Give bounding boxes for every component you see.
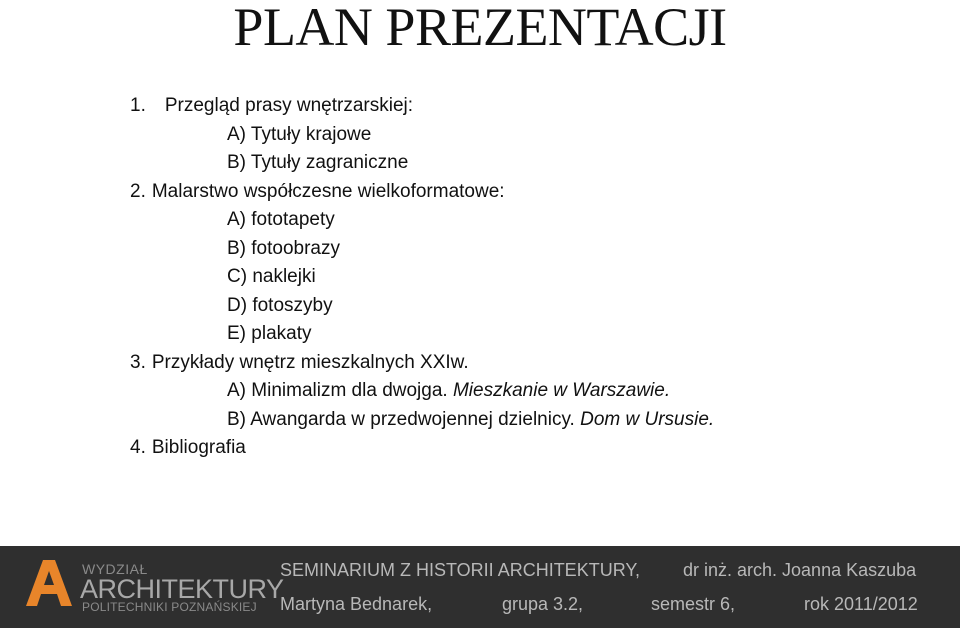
outline-text: A) fototapety: [227, 209, 335, 230]
outline-text: E) plakaty: [227, 323, 312, 344]
outline-italic-text: Dom w Ursusie.: [580, 409, 715, 430]
outline-text: B) Tytuły zagraniczne: [227, 152, 409, 173]
outline-subitem-2e: [227, 322, 311, 346]
outline-text: Przykłady wnętrz mieszkalnych XXIw.: [151, 352, 469, 373]
outline-subitem-2b: [227, 237, 340, 261]
outline-text: A) Minimalizm dla dwojga.: [227, 380, 453, 401]
outline-text: Bibliografia: [151, 437, 246, 458]
outline-italic-text: Mieszkanie w Warszawie.: [452, 380, 671, 401]
outline-subitem-3a: [227, 379, 670, 403]
outline-item-1: [130, 94, 413, 118]
footer-teacher: dr inż. arch. Joanna Kaszuba: [683, 560, 917, 580]
outline-number: 3.: [130, 352, 146, 373]
outline-text: C) naklejki: [227, 266, 316, 287]
outline-text: Przegląd prasy wnętrzarskiej:: [164, 95, 414, 116]
outline-number: 2.: [130, 181, 146, 202]
footer-student: Martyna Bednarek,: [280, 594, 433, 614]
faculty-logo: [26, 554, 284, 620]
outline-text: D) fotoszyby: [227, 295, 333, 316]
slide-footer: [0, 546, 960, 628]
footer-group: grupa 3.2,: [502, 594, 584, 614]
outline-text: A) Tytuły krajowe: [227, 124, 372, 145]
logo-line-faculty: WYDZIAŁ: [82, 561, 148, 577]
letter-a-logo-icon: [26, 560, 72, 606]
logo-line-university: POLITECHNIKI POZNAŃSKIEJ: [82, 600, 257, 614]
outline-subitem-1a: [227, 123, 371, 147]
footer-year: rok 2011/2012: [804, 594, 918, 614]
outline-text: B) Awangarda w przedwojennej dzielnicy.: [227, 409, 581, 430]
outline-subitem-2a: [227, 208, 335, 232]
outline-number: 4.: [130, 437, 146, 458]
slide-title: PLAN PREZENTACJI: [233, 0, 727, 57]
outline-subitem-3b: [227, 408, 714, 432]
outline-item-3: [130, 351, 469, 375]
outline-subitem-2d: [227, 294, 333, 318]
outline-item-4: [130, 436, 246, 460]
outline-subitem-2c: [227, 265, 316, 289]
outline-item-2: [130, 180, 505, 204]
footer-semester: semestr 6,: [651, 594, 736, 614]
footer-course: SEMINARIUM Z HISTORII ARCHITEKTURY,: [280, 560, 641, 580]
outline-text: Malarstwo współczesne wielkoformatowe:: [151, 181, 505, 202]
logo-line-architecture: ARCHITEKTURY: [80, 574, 284, 604]
outline-number: 1.: [130, 95, 146, 116]
outline-text: B) fotoobrazy: [227, 238, 340, 259]
outline-subitem-1b: [227, 151, 408, 175]
